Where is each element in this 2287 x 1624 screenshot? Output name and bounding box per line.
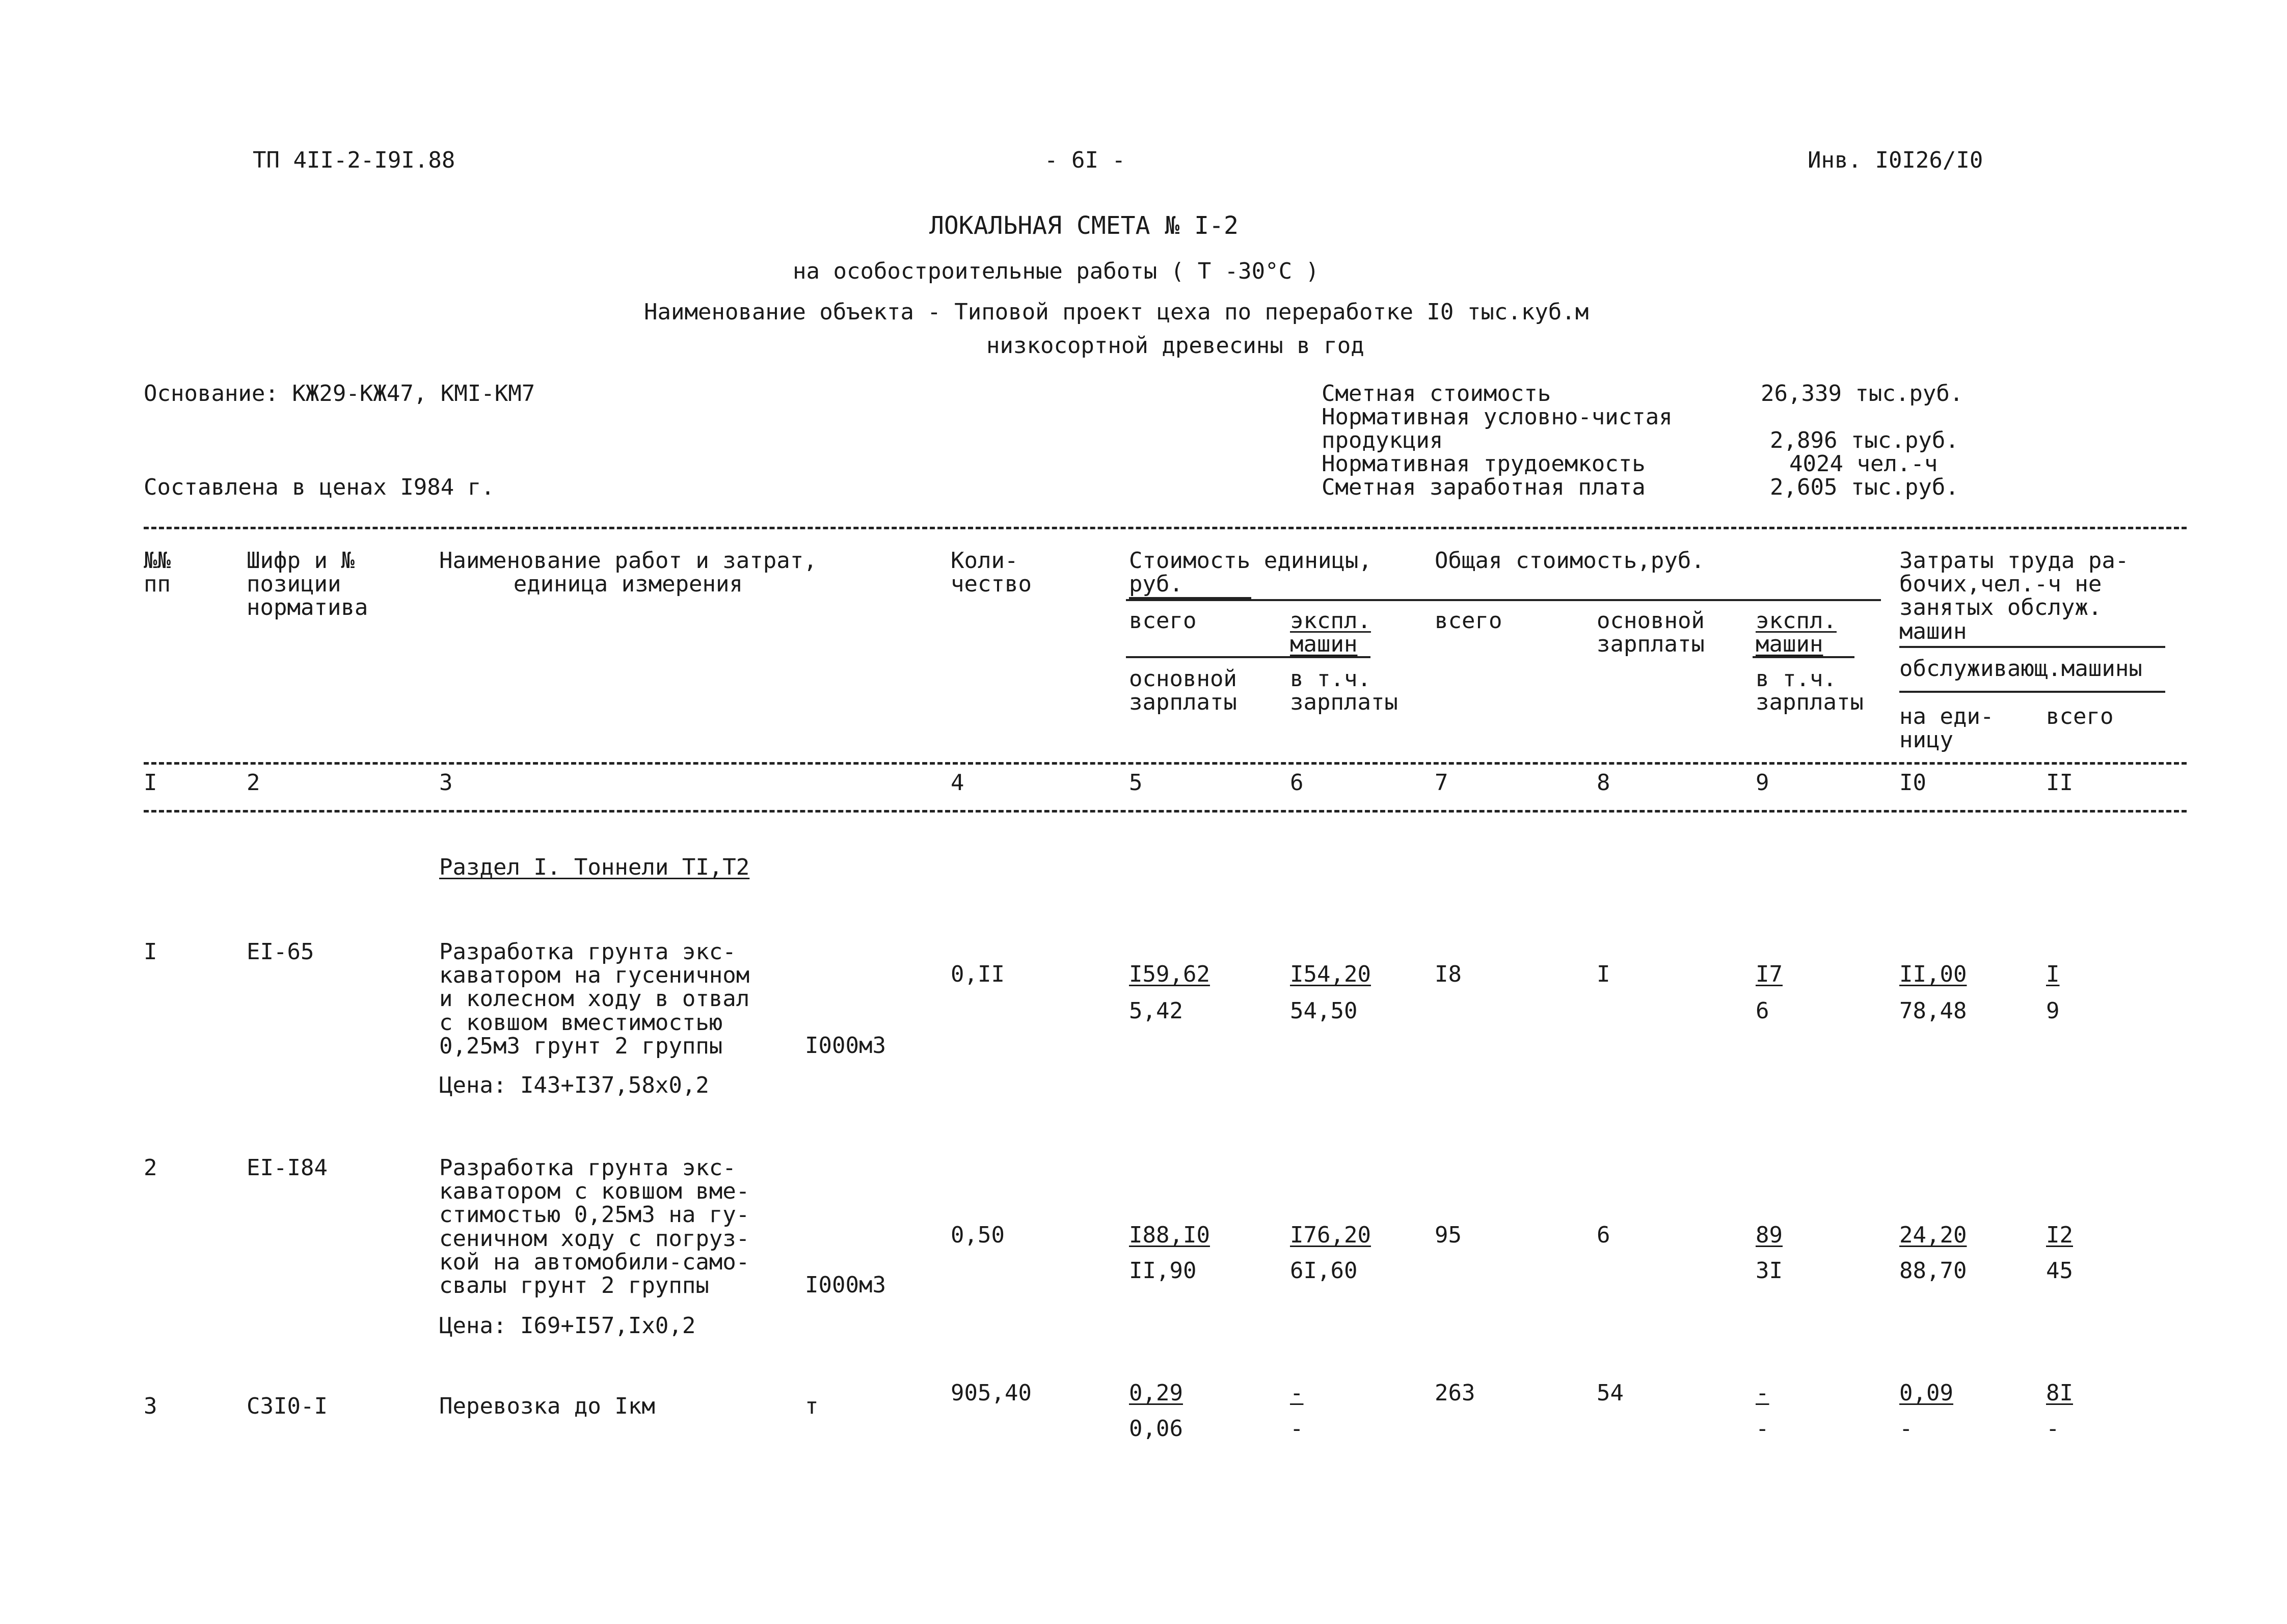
object-name: Наименование объекта - Типовой проект цеха по переработке I0 тыс.куб.м	[644, 299, 1589, 325]
unit-cost-machine-wage: 6I,60	[1290, 1258, 1358, 1284]
total-cost: I8	[1435, 961, 1462, 987]
column-number: 3	[439, 770, 453, 796]
col7-header: всего	[1435, 608, 1502, 634]
column-number: 8	[1597, 770, 1610, 796]
labor-per-unit-machines: 88,70	[1899, 1258, 1967, 1284]
unit-cost-base-wage: II,90	[1129, 1258, 1197, 1284]
labor-total-machines: 45	[2046, 1258, 2073, 1284]
col6-top-header: экспл. машин	[1290, 608, 1371, 658]
unit-of-measure: т	[805, 1393, 819, 1419]
document-code: ТП 4II-2-I9I.88	[253, 147, 455, 173]
row-number: 2	[144, 1155, 157, 1181]
unit-cost-base-wage: 0,06	[1129, 1416, 1183, 1442]
total-machines: 89	[1756, 1222, 1783, 1248]
labor-total: 8I	[2046, 1380, 2073, 1406]
row-number: I	[144, 939, 157, 965]
col-number-header: №№ пп	[144, 548, 171, 598]
estimate-subtitle: на особостроительные работы ( Т -30°С )	[793, 258, 1320, 284]
col8-header: основной зарплаты	[1597, 608, 1705, 658]
labor-subheader: обслуживающ.машины	[1899, 656, 2142, 682]
total-machine-wage: -	[1756, 1416, 1769, 1442]
unit-of-measure: I000м3	[805, 1033, 886, 1059]
column-number: 2	[247, 770, 260, 796]
unit-cost-machines: I76,20	[1290, 1222, 1371, 1248]
section-title: Раздел I. Тоннели ТI,Т2	[439, 854, 750, 880]
labor-rule	[1899, 646, 2165, 648]
col10-header: на еди- ницу	[1899, 703, 1994, 753]
col6-bottom-header: в т.ч. зарплаты	[1290, 666, 1398, 716]
total-cost-header: Общая стоимость,руб.	[1435, 548, 1705, 574]
labor-header: Затраты труда ра- бочих,чел.-ч не занятых обслуж. машин	[1899, 548, 2129, 644]
labor-per-unit-machines: 78,48	[1899, 998, 1967, 1024]
row-number: 3	[144, 1393, 157, 1419]
column-number: II	[2046, 770, 2073, 796]
norm-code: С3I0-I	[247, 1393, 328, 1419]
col-code-header: Шифр и № позиции норматива	[247, 548, 368, 621]
col9-bottom-header: в т.ч. зарплаты	[1756, 666, 1864, 716]
unit-of-measure: I000м3	[805, 1272, 886, 1298]
work-description: Разработка грунта экс- каватором с ковшом вме- стимостью 0,25м3 на гу- сеничном ходу с погруз- кой на автомобили-само- свалы грунт 2 группы	[439, 1155, 750, 1298]
labor-total-machines: 9	[2046, 998, 2060, 1024]
header-top-rule	[144, 527, 2187, 529]
column-number: 6	[1290, 770, 1304, 796]
summary-value: 26,339 тыс.руб.	[1761, 381, 1963, 407]
inventory-number: Инв. I0I26/I0	[1808, 147, 1983, 173]
prices-year: Составлена в ценах I984 г.	[144, 474, 495, 500]
summary-value: 4024 чел.-ч	[1789, 451, 1938, 477]
col-description-header: Наименование работ и затрат, единица измерения	[439, 548, 817, 598]
column-number: 5	[1129, 770, 1143, 796]
price-formula: Цена: I43+I37,58х0,2	[439, 1072, 709, 1098]
total-machine-wage: 3I	[1756, 1258, 1783, 1284]
summary-label: Нормативная условно-чистая	[1322, 404, 1673, 430]
basis-reference: Основание: КЖ29-КЖ47, КМI-КМ7	[144, 381, 535, 407]
summary-value: 2,896 тыс.руб.	[1770, 427, 1959, 453]
col5-top-header: всего	[1129, 608, 1197, 634]
unit-cost-header: Стоимость единицы, руб.	[1129, 548, 1372, 598]
object-name-continued: низкосортной древесины в год	[986, 333, 1364, 359]
total-base-wage: I	[1597, 961, 1610, 987]
unit-cost-sub-rule	[1126, 656, 1370, 658]
column-number: I0	[1899, 770, 1926, 796]
column-numbers-top-rule	[144, 762, 2187, 765]
summary-label: Сметная заработная плата	[1322, 474, 1646, 500]
col5-bottom-header: основной зарплаты	[1129, 666, 1237, 716]
col11-header: всего	[2046, 703, 2114, 729]
labor-per-unit: 0,09	[1899, 1380, 1953, 1406]
labor-per-unit: II,00	[1899, 961, 1967, 987]
total-cost: 263	[1435, 1380, 1475, 1406]
labor-sub-rule	[1899, 691, 2165, 693]
unit-cost-total: I59,62	[1129, 961, 1210, 987]
price-formula: Цена: I69+I57,Iх0,2	[439, 1313, 696, 1339]
quantity: 0,50	[951, 1222, 1005, 1248]
norm-code: ЕI-65	[247, 939, 314, 965]
unit-cost-base-wage: 5,42	[1129, 998, 1183, 1024]
total-base-wage: 54	[1597, 1380, 1624, 1406]
work-description: Разработка грунта экс- каватором на гусеничном и колесном ходу в отвал с ковшом вместимостью 0,25м3 грунт 2 группы	[439, 939, 750, 1059]
unit-cost-machines: -	[1290, 1380, 1304, 1406]
summary-label: Нормативная трудоемкость	[1322, 451, 1646, 477]
summary-label: продукция	[1322, 427, 1443, 453]
column-numbers-bottom-rule	[144, 810, 2187, 813]
column-number: 9	[1756, 770, 1769, 796]
total-machine-wage: 6	[1756, 998, 1769, 1024]
unit-cost-machine-wage: 54,50	[1290, 998, 1358, 1024]
quantity: 0,II	[951, 961, 1005, 987]
col9-sub-rule	[1753, 656, 1854, 658]
column-number: 7	[1435, 770, 1448, 796]
estimate-title: ЛОКАЛЬНАЯ СМЕТА № I-2	[929, 211, 1239, 240]
labor-total: I	[2046, 961, 2060, 987]
quantity: 905,40	[951, 1380, 1032, 1406]
total-cost: 95	[1435, 1222, 1462, 1248]
col-quantity-header: Коли- чество	[951, 548, 1032, 598]
work-description: Перевозка до Iкм	[439, 1393, 655, 1419]
labor-per-unit-machines: -	[1899, 1416, 1913, 1442]
labor-per-unit: 24,20	[1899, 1222, 1967, 1248]
labor-total-machines: -	[2046, 1416, 2060, 1442]
total-machines: I7	[1756, 961, 1783, 987]
column-number: 4	[951, 770, 964, 796]
summary-value: 2,605 тыс.руб.	[1770, 474, 1959, 500]
unit-cost-machines: I54,20	[1290, 961, 1371, 987]
cost-group-rule	[1126, 599, 1881, 601]
unit-cost-total: 0,29	[1129, 1380, 1183, 1406]
unit-cost-total: I88,I0	[1129, 1222, 1210, 1248]
summary-label: Сметная стоимость	[1322, 381, 1551, 407]
labor-total: I2	[2046, 1222, 2073, 1248]
total-base-wage: 6	[1597, 1222, 1610, 1248]
total-machines: -	[1756, 1380, 1769, 1406]
col9-top-header: экспл. машин	[1756, 608, 1837, 658]
unit-cost-machine-wage: -	[1290, 1416, 1304, 1442]
column-number: I	[144, 770, 157, 796]
page-number: - 6I -	[1044, 147, 1125, 173]
norm-code: ЕI-I84	[247, 1155, 328, 1181]
